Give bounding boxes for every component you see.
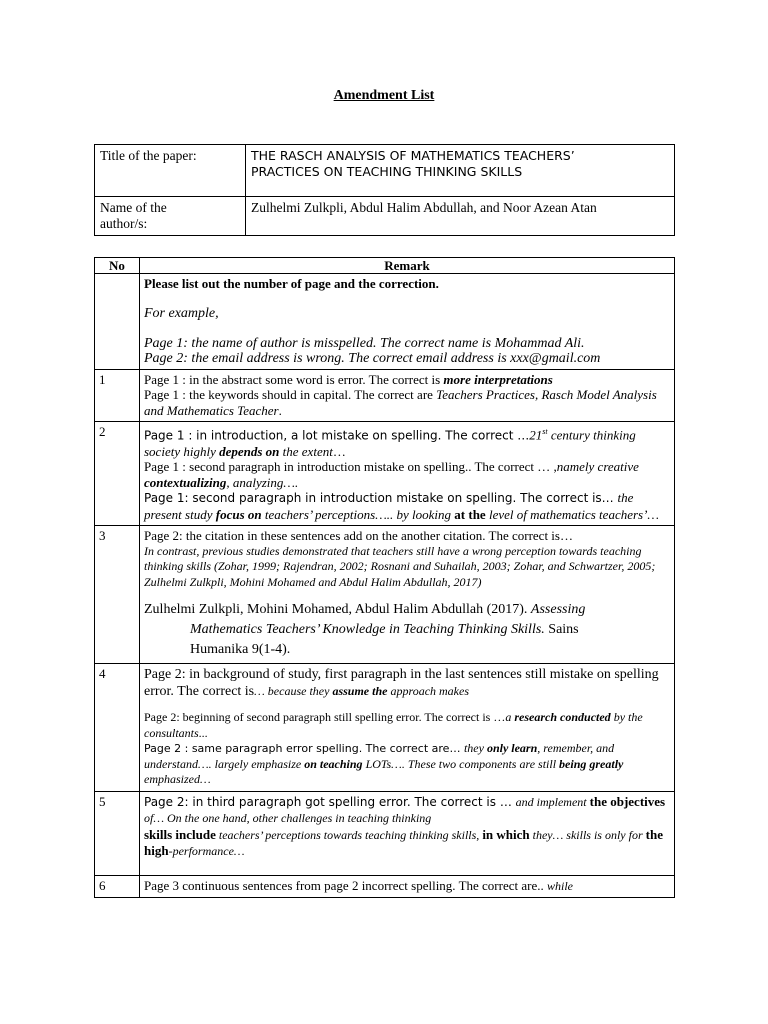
- correction-text: assume the: [332, 684, 388, 699]
- remark-text: Page 2: the citation in these sentences add on the another citation. The correct is…: [144, 528, 573, 544]
- superscript-text: st: [542, 427, 548, 436]
- correction-text: the high: [144, 826, 663, 859]
- example-line: Page 1: the name of author is misspelled. The correct name is Mohammad Ali.: [144, 335, 585, 351]
- correction-text: century thinking society highly: [144, 427, 636, 459]
- row-number: 2: [95, 422, 140, 526]
- remark-line: [144, 459, 670, 490]
- reference-text: Zulhelmi Zulkpli, Mohini Mohamed, Abdul Halim Abdullah (2017).: [144, 602, 531, 618]
- remark-text: Page 2 : same paragraph error spelling. The correct are…: [144, 742, 464, 756]
- correction-text: they: [463, 741, 487, 756]
- remark-line: [144, 878, 670, 895]
- reference-line: [144, 620, 670, 640]
- table-row: [95, 526, 675, 664]
- remark-text: .: [278, 402, 282, 418]
- remark-text: Page 2: beginning of second paragraph still spelling error. The correct is …: [144, 710, 506, 725]
- reference-line: [144, 600, 670, 620]
- remark-line: [144, 794, 670, 827]
- remark-line: [144, 827, 670, 860]
- correction-text: focus on: [215, 506, 262, 522]
- correction-text: the extent: [279, 443, 333, 459]
- correction-text: contextualizing: [144, 474, 227, 490]
- correction-text: at the: [454, 506, 486, 522]
- paper-title-label: Title of the paper:: [95, 145, 246, 197]
- correction-text: teachers’ perceptions….. by looking: [261, 506, 455, 522]
- correction-text: more interpretations: [443, 371, 553, 387]
- column-header-remark: Remark: [140, 258, 675, 274]
- reference-line: Humanika 9(1-4).: [190, 642, 291, 658]
- correction-text: towards teaching thinking skills,: [320, 827, 483, 842]
- example-label: For example,: [144, 305, 219, 321]
- instruction-text: Please list out the number of page and the correction.: [144, 276, 439, 291]
- paper-info-table: [94, 144, 675, 236]
- column-header-no: No: [95, 258, 140, 274]
- remark-text: ...: [198, 725, 208, 740]
- correction-text: namely creative: [556, 459, 639, 475]
- remark-text: Page 2: in third paragraph got spelling error. The correct is …: [144, 794, 516, 809]
- correction-text: research conducted: [514, 710, 611, 725]
- author-label-line: author/s:: [100, 216, 148, 231]
- table-row: [95, 875, 675, 898]
- correction-text: they… skills is only for: [529, 827, 646, 842]
- correction-text: approach makes: [387, 684, 470, 699]
- correction-text: … because they: [254, 684, 333, 699]
- table-header-row: [95, 258, 675, 274]
- remark-line: [144, 710, 670, 741]
- row-number: 4: [95, 664, 140, 792]
- correction-text: Teachers Practices, Rasch Model Analysis and Mathematics Teacher: [144, 387, 657, 418]
- correction-text: emphasized…: [144, 772, 211, 787]
- remark-line: [144, 424, 670, 459]
- correction-text: the present study: [144, 490, 634, 522]
- remark-text: …: [332, 443, 346, 459]
- remark-line: [144, 372, 670, 388]
- correction-text: the objectives: [589, 793, 666, 809]
- correction-text: a: [505, 710, 515, 725]
- remark-text: Page 1 : the keywords should in capital. The correct are: [144, 387, 437, 402]
- row-number: 3: [95, 526, 140, 664]
- correction-text: skills include: [144, 826, 216, 842]
- correction-text: level of mathematics teachers’…: [485, 506, 659, 522]
- remark-cell: [140, 791, 675, 875]
- correction-text: of… On the one hand, other challenges in teaching thinking: [144, 811, 432, 826]
- correction-text: , analyzing….: [226, 474, 299, 490]
- row-number: 6: [95, 875, 140, 898]
- example-line: Page 2: the email address is wrong. The correct email address is xxx@gmail.com: [144, 350, 601, 366]
- reference-title: Assessing: [530, 602, 586, 618]
- remark-line: [144, 528, 670, 544]
- remark-text: Page 2: in background of study, first paragraph in the last sentences still mistake on spelling error. The correct is: [144, 667, 659, 700]
- correction-text: -performance…: [168, 844, 245, 859]
- reference-text: Sains: [544, 622, 579, 638]
- correction-text: in which: [482, 826, 530, 842]
- remark-line: [144, 666, 670, 700]
- correction-text: while: [546, 878, 573, 893]
- remark-cell: [140, 526, 675, 664]
- correction-text: by the consultants: [144, 710, 643, 740]
- remark-text: Page 1 : in the abstract some word is error. The correct is: [144, 371, 444, 387]
- remark-cell: [140, 875, 675, 898]
- correction-text: LOTs…. These two components are still: [362, 756, 560, 771]
- reference-title: Mathematics Teachers’ Knowledge in Teaching Thinking Skills.: [190, 622, 545, 638]
- remark-line: [144, 741, 670, 788]
- remark-text: Page 1 : in introduction, a lot mistake on spelling. The correct …: [144, 428, 530, 443]
- correction-text: 21: [529, 427, 543, 443]
- row-number: 1: [95, 369, 140, 422]
- paper-title-value: [246, 145, 675, 197]
- remark-cell: [140, 422, 675, 526]
- row-number-cell: [95, 274, 140, 370]
- author-label-line: Name of the: [100, 200, 167, 215]
- remark-line: [144, 490, 670, 522]
- correction-text: , remember, and understand…. largely emphasize: [144, 741, 615, 771]
- table-row: [95, 369, 675, 422]
- correction-text: only learn: [486, 741, 538, 756]
- remark-cell: [140, 664, 675, 792]
- paper-title-line: THE RASCH ANALYSIS OF MATHEMATICS TEACHERS’: [251, 148, 575, 163]
- author-names: Zulhelmi Zulkpli, Abdul Halim Abdullah, and Noor Azean Atan: [246, 197, 675, 236]
- paper-title-row: [95, 145, 675, 197]
- correction-text: being greatly: [559, 756, 624, 771]
- table-row: [95, 791, 675, 875]
- correction-text: on teaching: [304, 756, 363, 771]
- remark-line: [144, 387, 670, 418]
- quoted-citation: In contrast, previous studies demonstrated that teachers still have a wrong perception towards teaching thinking skills (Zohar, 1999; Rajendran, 2002; Rosnani and Suhailah, 2003; Zohar, and Schwartzer, 2005; Zulhelmi Zulkpli, Mohini Mohamed and Abdul Halim Abdullah, 2017): [144, 543, 656, 589]
- table-row: [95, 422, 675, 526]
- row-number: 5: [95, 791, 140, 875]
- paper-title-line: PRACTICES ON TEACHING THINKING SKILLS: [251, 164, 523, 179]
- correction-text: depends on: [219, 443, 280, 459]
- remark-text: Page 1 : second paragraph in introduction mistake on spelling.. The correct … ,: [144, 459, 557, 475]
- instruction-cell: [140, 274, 675, 370]
- remark-text: Page 3 continuous sentences from page 2 incorrect spelling. The correct are..: [144, 877, 547, 893]
- remark-text: Page 1: second paragraph in introduction mistake on spelling. The correct is…: [144, 491, 618, 506]
- correction-text: teachers’ perceptions: [215, 827, 321, 842]
- page-title: Amendment List: [333, 88, 435, 103]
- instruction-row: [95, 274, 675, 370]
- amendment-table: [94, 257, 675, 898]
- table-row: [95, 664, 675, 792]
- correction-text: and implement: [515, 794, 590, 809]
- remark-cell: [140, 369, 675, 422]
- author-label: [95, 197, 246, 236]
- author-row: [95, 197, 675, 236]
